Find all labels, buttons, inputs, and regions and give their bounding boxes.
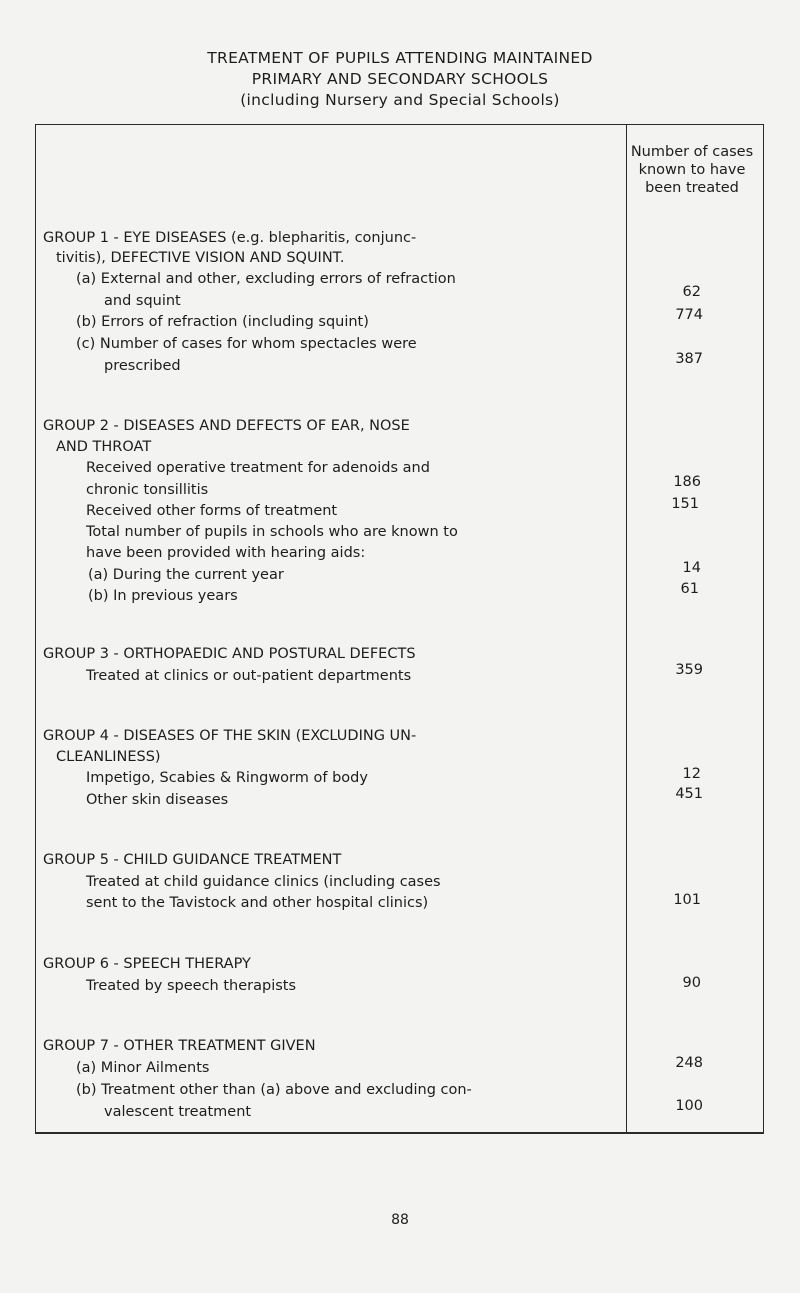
group-2-hearing-aids: Total number of pupils in schools who are known to xyxy=(86,524,458,540)
group-5-heading: GROUP 5 - CHILD GUIDANCE TREATMENT xyxy=(43,852,342,868)
group-4-heading-cont: CLEANLINESS) xyxy=(56,749,161,765)
treatment-table xyxy=(35,124,764,1134)
group-7-item-b-value: 100 xyxy=(675,1098,703,1114)
group-4-impetigo: Impetigo, Scabies & Ringworm of body xyxy=(86,770,368,786)
group-7-item-b-cont: valescent treatment xyxy=(104,1104,252,1120)
group-6-item-value: 90 xyxy=(682,975,701,991)
group-4-impetigo-value: 12 xyxy=(682,766,701,782)
group-2-other: Received other forms of treatment xyxy=(86,503,338,519)
group-3-item-value: 359 xyxy=(675,662,703,678)
title-line-1: TREATMENT OF PUPILS ATTENDING MAINTAINED xyxy=(207,49,593,67)
group-4-other: Other skin diseases xyxy=(86,792,229,808)
column-header-line-1: Number of cases xyxy=(630,144,754,160)
group-1-item-b-value: 774 xyxy=(675,307,703,323)
group-2-item-b-value: 61 xyxy=(680,581,699,597)
column-header-line-3: been treated xyxy=(645,180,739,196)
group-2-heading-cont: AND THROAT xyxy=(56,439,152,455)
group-2-other-value: 151 xyxy=(671,496,699,512)
group-6-heading: GROUP 6 - SPEECH THERAPY xyxy=(43,956,251,972)
title-line-3: (including Nursery and Special Schools) xyxy=(240,91,560,109)
group-2-heading: GROUP 2 - DISEASES AND DEFECTS OF EAR, NOSE xyxy=(43,418,410,434)
group-2-item-b: (b) In previous years xyxy=(88,588,238,604)
group-3-heading: GROUP 3 - ORTHOPAEDIC AND POSTURAL DEFECTS xyxy=(43,646,416,662)
group-1-item-c-cont: prescribed xyxy=(104,358,181,374)
group-2-item-a-value: 14 xyxy=(682,560,701,576)
group-7-item-a: (a) Minor Ailments xyxy=(76,1060,210,1076)
group-1-item-a-cont: and squint xyxy=(104,293,181,309)
group-1-item-b: (b) Errors of refraction (including squint) xyxy=(76,314,369,330)
column-header-line-2: known to have xyxy=(638,162,746,178)
group-1-item-c: (c) Number of cases for whom spectacles were xyxy=(76,336,417,352)
group-1-item-a-value: 62 xyxy=(682,284,701,300)
group-4-heading: GROUP 4 - DISEASES OF THE SKIN (EXCLUDING UN- xyxy=(43,728,417,744)
group-3-item: Treated at clinics or out-patient departments xyxy=(86,668,412,684)
group-1-heading: GROUP 1 - EYE DISEASES (e.g. blepharitis, conjunc- xyxy=(43,230,417,246)
group-1-heading-cont: tivitis), DEFECTIVE VISION AND SQUINT. xyxy=(56,250,345,266)
group-2-operative: Received operative treatment for adenoids and xyxy=(86,460,430,476)
group-5-item-cont: sent to the Tavistock and other hospital clinics) xyxy=(86,895,429,911)
column-header xyxy=(597,143,787,197)
group-2-item-a: (a) During the current year xyxy=(88,567,284,583)
group-2-operative-value: 186 xyxy=(673,474,701,490)
page-number: 88 xyxy=(391,1212,409,1228)
group-5-item-value: 101 xyxy=(673,892,701,908)
group-1-item-a: (a) External and other, excluding errors of refraction xyxy=(76,271,456,287)
group-1-item-c-value: 387 xyxy=(675,351,703,367)
group-2-operative-cont: chronic tonsillitis xyxy=(86,482,209,498)
group-7-heading: GROUP 7 - OTHER TREATMENT GIVEN xyxy=(43,1038,316,1054)
title-line-2: PRIMARY AND SECONDARY SCHOOLS xyxy=(251,70,549,88)
group-2-hearing-aids-cont: have been provided with hearing aids: xyxy=(86,545,366,561)
group-6-item: Treated by speech therapists xyxy=(86,978,297,994)
group-5-item: Treated at child guidance clinics (including cases xyxy=(86,874,441,890)
group-7-item-a-value: 248 xyxy=(675,1055,703,1071)
group-4-other-value: 451 xyxy=(675,786,703,802)
group-7-item-b: (b) Treatment other than (a) above and excluding con- xyxy=(76,1082,472,1098)
